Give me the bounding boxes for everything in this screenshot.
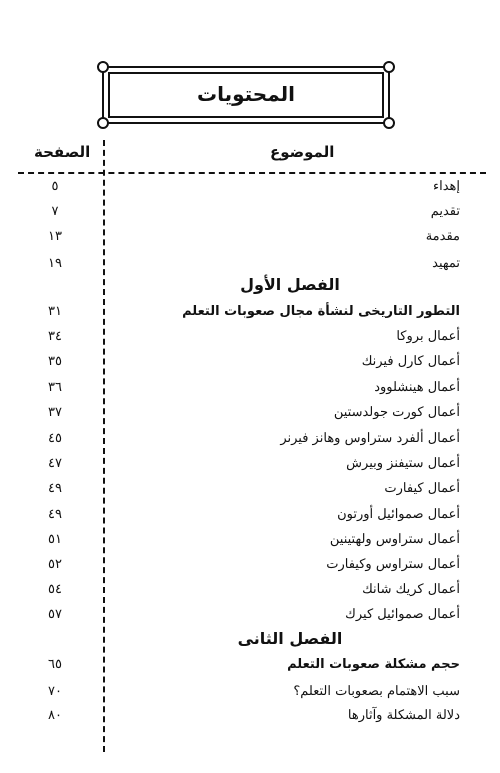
toc-page: ٧٠	[48, 684, 62, 699]
toc-page: ٣٧	[48, 405, 62, 420]
toc-topic: أعمال كورت جولدستين	[333, 405, 460, 420]
toc-row	[0, 300, 500, 324]
toc-page: ٧	[51, 204, 59, 219]
toc-topic: حجم مشكلة صعوبات التعلم	[287, 657, 460, 672]
toc-page: ٣٦	[48, 380, 62, 395]
toc-topic: أعمال ستيفنز وبيرش	[346, 456, 460, 471]
toc-topic: أعمال كارل فيرنك	[361, 354, 460, 369]
toc-page: ٤٩	[48, 481, 62, 496]
toc-row	[0, 350, 500, 374]
toc-row	[0, 653, 500, 677]
header-divider	[18, 172, 486, 174]
toc-topic: تمهيد	[432, 256, 460, 271]
toc-page: ٤٩	[48, 507, 62, 522]
chapter-heading-row	[0, 627, 500, 651]
toc-topic: تقديم	[430, 204, 460, 219]
toc-page: ٨٠	[48, 708, 62, 723]
toc-topic: أعمال هينشلوود	[374, 380, 460, 395]
toc-topic: أعمال كريك شانك	[362, 582, 460, 597]
toc-topic: أعمال ألفرد ستراوس وهانز فيرنر	[280, 431, 460, 446]
toc-page: ٣٤	[48, 329, 62, 344]
toc-row	[0, 528, 500, 552]
toc-page: ١٣	[48, 229, 62, 244]
toc-row	[0, 553, 500, 577]
toc-row	[0, 680, 500, 704]
toc-page: ٥٤	[48, 582, 62, 597]
toc-page: ٤٥	[48, 431, 62, 446]
toc-page: ٤٧	[48, 456, 62, 471]
toc-row	[0, 578, 500, 602]
toc-topic: مقدمة	[425, 229, 460, 244]
toc-page: ٣٥	[48, 354, 62, 369]
toc-row	[0, 175, 500, 199]
topic-column-header: الموضوع	[270, 143, 335, 161]
toc-row	[0, 200, 500, 224]
corner-ornament	[383, 117, 395, 129]
toc-row	[0, 503, 500, 527]
toc-row	[0, 225, 500, 249]
chapter-heading: الفصل الأول	[240, 275, 340, 294]
toc-row	[0, 704, 500, 728]
toc-row	[0, 376, 500, 400]
toc-page: ٥١	[48, 532, 62, 547]
toc-row	[0, 452, 500, 476]
toc-topic: أعمال صموائيل أورتون	[337, 507, 460, 522]
toc-page: ١٩	[48, 256, 62, 271]
toc-topic: إهداء	[432, 179, 460, 194]
toc-page: ٣١	[48, 304, 62, 319]
page-title: المحتويات	[196, 82, 295, 106]
toc-row	[0, 427, 500, 451]
toc-topic: أعمال ستراوس ولهتينين	[329, 532, 460, 547]
toc-row	[0, 477, 500, 501]
toc-topic: دلالة المشكلة وآثارها	[347, 708, 460, 723]
toc-topic: أعمال بروكا	[396, 329, 460, 344]
corner-ornament	[97, 117, 109, 129]
chapter-heading-row	[0, 273, 500, 297]
toc-topic: أعمال صموائيل كيرك	[345, 607, 460, 622]
toc-topic: التطور التاريخى لنشأة مجال صعوبات التعلم	[182, 304, 460, 319]
toc-row	[0, 603, 500, 627]
toc-page: ٦٥	[48, 657, 62, 672]
toc-page: ٥٢	[48, 557, 62, 572]
corner-ornament	[383, 61, 395, 73]
toc-topic: أعمال كيفارت	[384, 481, 460, 496]
toc-page: ٥٧	[48, 607, 62, 622]
toc-row	[0, 401, 500, 425]
toc-row	[0, 325, 500, 349]
chapter-heading: الفصل الثانى	[237, 629, 343, 648]
page-column-header: الصفحة	[34, 143, 91, 161]
toc-topic: أعمال ستراوس وكيفارت	[326, 557, 460, 572]
toc-page: ٥	[51, 179, 59, 194]
corner-ornament	[97, 61, 109, 73]
title-frame	[98, 62, 394, 128]
toc-topic: سبب الاهتمام بصعوبات التعلم؟	[293, 684, 460, 699]
